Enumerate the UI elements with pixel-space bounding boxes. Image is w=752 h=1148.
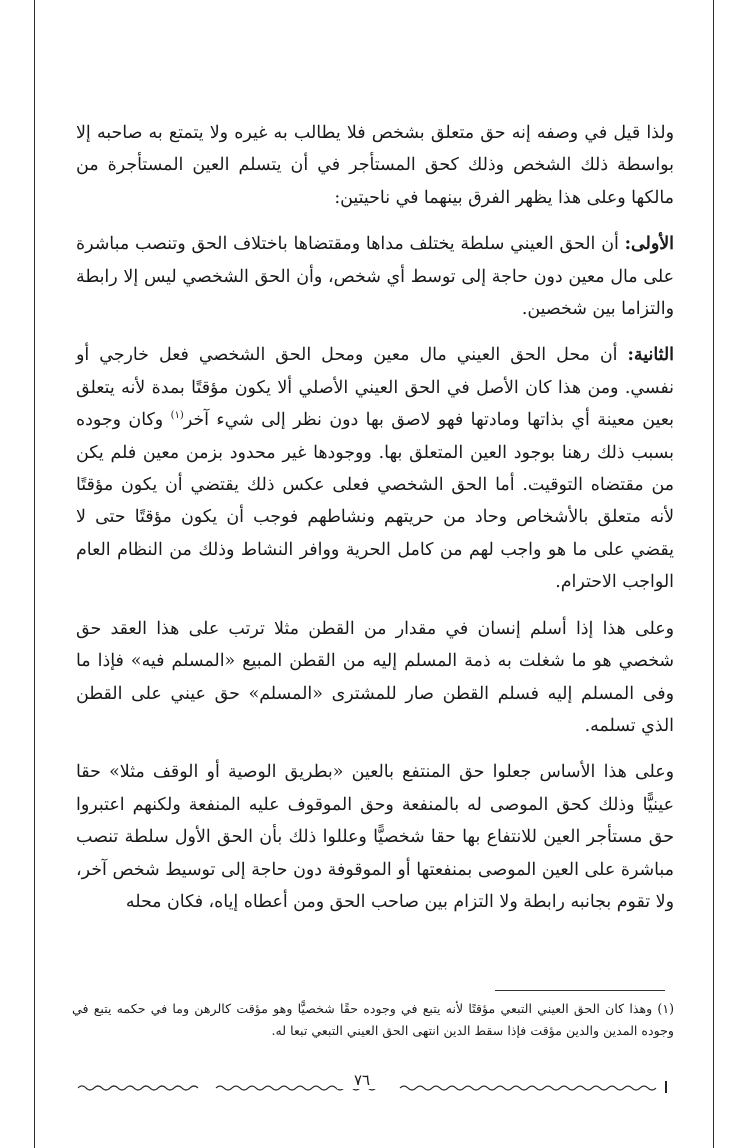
paragraph-5 <box>76 756 674 918</box>
page-number: ٧٦ <box>337 1071 387 1089</box>
paragraph-lead: الأولى: <box>624 234 674 255</box>
footnote-reference[interactable]: (١) <box>170 410 184 422</box>
footnote-separator <box>495 990 665 991</box>
paragraph-text: وعلى هذا إذا أسلم إنسان في مقدار من القطن مثلا ترتب على هذا العقد حق شخصي هو ما شغلت به ذمة المسلم إليه من القطن المبيع «المسلم فيه» فإذا ما وفى المسلم إليه فسلم القطن صار للمشترى «المسلم» حق عيني على القطن الذي تسلمه. <box>76 618 674 736</box>
paragraph-1 <box>76 117 674 214</box>
paragraph-text-continued: وكان وجوده بسبب ذلك رهنا بوجود العين المتعلق بها. ووجودها غير محدود بزمن معين فلم يكن من مقتضاه التوقيت. أما الحق الشخصي فعلى عكس ذلك يقتضي أن يكون مؤقتًا لأنه متعلق بالأشخاص وحاد من حريتهم ونشاطهم فوجب أن يكون مؤقتًا حتى لا يقضي على ما هو واجب لهم من كامل الحرية ووافر النشاط وذلك من النظام العام الواجب الاحترام. <box>76 410 674 593</box>
paragraph-2 <box>76 228 674 325</box>
paragraph-text: وعلى هذا الأساس جعلوا حق المنتفع بالعين «بطريق الوصية أو الوقف مثلا» حقا عينيًّا وذلك كحق الموصى له بالمنفعة وحق الموقوف عليه المنفعة ولكنهم اعتبروا حق مستأجر العين للانتفاع بها حقا شخصيًّا وعللوا ذلك بأن الحق الأول سلطة تنصب مباشرة على العين الموصى بمنفعتها أو الموقوفة دون حاجة إلى توسيط شخص آخر، ولا تقوم بجانبه رابطة ولا التزام بين صاحب الحق ومن أعطاه إياه، فكان محله <box>76 762 674 912</box>
paragraph-text: أن محل الحق العيني مال معين ومحل الحق الشخصي فعل خارجي أو نفسي. ومن هذا كان الأصل في الحق العيني الأصلي ألا يكون مؤقتًا بمدة لأنه يتعلق بعين معينة أي بذاتها ومادتها فهو لاصق بها دون نظر إلى شيء آخر <box>76 345 674 431</box>
paragraph-text: أن الحق العيني سلطة يختلف مداها ومقتضاها باختلاف الحق وتنصب مباشرة على مال معين دون حاجة إلى توسط أي شخص، وأن الحق الشخصي ليس إلا رابطة والتزاما بين شخصين. <box>76 234 674 320</box>
page-border-left <box>34 0 35 1148</box>
footnote: (١) وهذا كان الحق العيني التبعي مؤقتًا لأنه يتبع في وجوده حقًا شخصيًّا وهو مؤقت كالرهن وما في حكمه يتبع في وجوده المدين والدين مؤقت فإذا سقط الدين انتهى الحق العيني التبعي تبعا له. <box>72 1001 674 1038</box>
paragraph-lead: الثانية: <box>627 345 674 366</box>
paragraph-4 <box>76 613 674 743</box>
main-text <box>76 117 674 932</box>
page-border-right <box>713 0 714 1148</box>
paragraph-3 <box>76 339 674 598</box>
paragraph-text: ولذا قيل في وصفه إنه حق متعلق بشخص فلا يطالب به غيره ولا يتمتع به صاحبه إلا بواسطة ذلك الشخص وذلك كحق المستأجر في أن يتسلم العين المستأجرة من مالكها وعلى هذا يظهر الفرق بينهما في ناحيتين: <box>76 123 674 208</box>
